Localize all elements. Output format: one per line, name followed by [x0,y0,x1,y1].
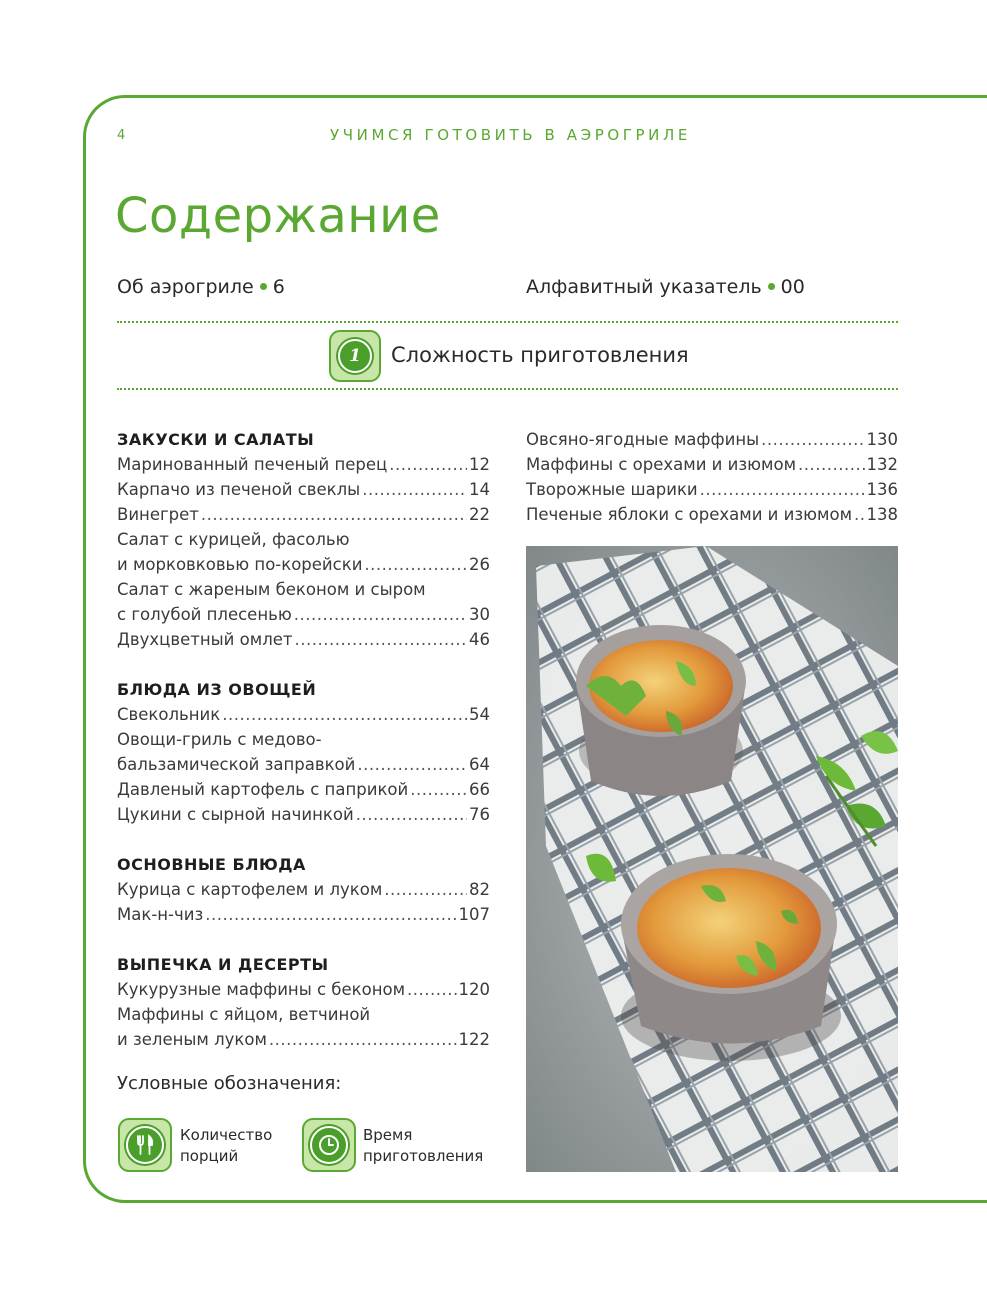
toc-entry-line [117,752,490,777]
servings-legend-label [180,1125,272,1167]
toc-entry-title: и зеленым луком [117,1030,267,1049]
dotted-divider [117,321,898,323]
dot-leader [854,502,864,527]
toc-entry-line [526,502,898,527]
toc-entry-title: Овсяно-ягодные маффины [526,430,760,449]
dotted-divider [117,388,898,390]
difficulty-number: 1 [338,339,372,373]
time-legend-label [363,1125,483,1167]
toc-entry-title: Винегрет [117,505,199,524]
toc-entry-line [117,802,490,827]
toc-entry-line [117,502,490,527]
toc-entry[interactable] [117,1002,490,1052]
toc-entry-page: 12 [469,455,490,474]
toc-entry-page: 14 [469,480,490,499]
toc-entry-page: 30 [469,605,490,624]
toc-entry-page: 107 [458,905,490,924]
food-photo-illustration [526,546,898,1172]
legend-line: порций [180,1147,239,1165]
toc-entry-line [117,452,490,477]
toc-entry-line [117,702,490,727]
toc-entry-page: 136 [866,480,898,499]
toc-entry-line [117,977,490,1002]
toc-entry-title: Маринованный печеный перец [117,455,388,474]
toc-entry-title: Печеные яблоки с орехами и изюмом [526,505,853,524]
link-about-airgrill[interactable] [117,276,285,298]
toc-entry-title: бальзамической заправкой [117,755,356,774]
section-title[interactable]: ОСНОВНЫЕ БЛЮДА [117,855,306,874]
toc-entry-title: Курица с картофелем и луком [117,880,383,899]
fork-knife-icon [126,1126,164,1164]
toc-entry-title: Салат с жареным беконом и сыром [117,580,426,599]
toc-entry[interactable] [117,527,490,577]
toc-section [117,952,490,1052]
bullet-dot [768,283,775,290]
toc-entry[interactable] [117,702,490,727]
legend-title: Условные обозначения: [117,1073,342,1094]
toc-entry-title: Свекольник [117,705,221,724]
toc-entry[interactable] [526,502,898,527]
toc-entry-title: Салат с курицей, фасолью [117,530,350,549]
toc-entry-line [117,577,490,602]
servings-legend-icon [118,1118,172,1172]
toc-entry-line [526,477,898,502]
toc-entry-title: Мак-н-чиз [117,905,204,924]
toc-entry-line [117,877,490,902]
link-page: 6 [272,276,285,298]
dot-leader [222,702,467,727]
toc-right-column [526,427,898,527]
section-title[interactable]: ЗАКУСКИ И САЛАТЫ [117,430,315,449]
legend-line: Количество [180,1126,273,1144]
toc-entry-line [117,477,490,502]
toc-entry-line [526,452,898,477]
time-legend-icon [302,1118,356,1172]
toc-entry-title: Маффины с орехами и изюмом [526,455,797,474]
link-label: Алфавитный указатель [526,276,762,298]
page-title: Содержание [115,188,441,244]
dot-leader [761,427,864,452]
dot-leader [362,477,467,502]
dot-leader [700,477,865,502]
toc-entry-title: Маффины с яйцом, ветчиной [117,1005,371,1024]
toc-entry-title: Цукини с сырной начинкой [117,805,354,824]
toc-entry[interactable] [117,502,490,527]
dot-leader [407,977,456,1002]
toc-entry-title: Творожные шарики [526,480,698,499]
toc-section [117,852,490,927]
toc-entry-line [117,627,490,652]
dot-leader [295,627,468,652]
food-photo [526,546,898,1172]
toc-entry-page: 82 [469,880,490,899]
toc-entry[interactable] [117,452,490,477]
toc-entry-page: 22 [469,505,490,524]
difficulty-icon [329,330,381,382]
toc-entry-page: 138 [866,505,898,524]
toc-entry-title: Двухцветный омлет [117,630,293,649]
dot-leader [201,502,467,527]
legend-line: приготовления [363,1147,484,1165]
legend-line: Время [363,1126,413,1144]
dot-leader [294,602,467,627]
toc-entry-line [117,552,490,577]
dot-leader [357,752,467,777]
toc-entry-line [117,777,490,802]
toc-entry-line [117,602,490,627]
toc-entry[interactable] [117,777,490,802]
section-title[interactable]: БЛЮДА ИЗ ОВОЩЕЙ [117,680,317,699]
toc-entry-page: 54 [469,705,490,724]
toc-entry[interactable] [117,727,490,777]
toc-entry-page: 64 [469,755,490,774]
dot-leader [205,902,456,927]
toc-entry[interactable] [117,802,490,827]
page-number: 4 [117,128,126,143]
link-alphabetical-index[interactable] [526,276,805,298]
toc-entry-page: 46 [469,630,490,649]
toc-entry-page: 130 [866,430,898,449]
section-title[interactable]: ВЫПЕЧКА И ДЕСЕРТЫ [117,955,329,974]
link-page: 00 [780,276,805,298]
toc-entry-title: с голубой плесенью [117,605,292,624]
toc-entry[interactable] [117,877,490,902]
toc-entry[interactable] [117,977,490,1002]
toc-entry-page: 132 [866,455,898,474]
toc-entry-page: 120 [458,980,490,999]
dot-leader [410,777,467,802]
toc-section [117,677,490,827]
toc-entry[interactable] [117,577,490,627]
dot-leader [798,452,864,477]
toc-entry-title: Карпачо из печеной свеклы [117,480,361,499]
toc-entry-title: Овощи-гриль с медово- [117,730,322,749]
toc-entry-line [526,427,898,452]
dot-leader [384,877,467,902]
dot-leader [269,1027,457,1052]
toc-entry[interactable] [117,477,490,502]
toc-entry-title: и морковковью по-корейски [117,555,363,574]
toc-entry[interactable] [526,427,898,452]
dot-leader [356,802,467,827]
toc-entry-title: Кукурузные маффины с беконом [117,980,406,999]
toc-entry-line [117,527,490,552]
toc-entry-page: 66 [469,780,490,799]
toc-entry[interactable] [117,627,490,652]
clock-icon [310,1126,348,1164]
toc-entry-line [117,727,490,752]
dot-leader [389,452,467,477]
toc-section [117,427,490,652]
difficulty-label: Сложность приготовления [391,343,689,367]
toc-entry-page: 122 [458,1030,490,1049]
link-label: Об аэрогриле [117,276,254,298]
dot-leader [364,552,467,577]
toc-entry-page: 76 [469,805,490,824]
running-head: УЧИМСЯ ГОТОВИТЬ В АЭРОГРИЛЕ [330,126,691,144]
toc-left-column [117,427,490,1077]
toc-entry[interactable] [117,902,490,927]
toc-entry-line [117,1002,490,1027]
bullet-dot [260,283,267,290]
toc-entry[interactable] [526,452,898,477]
toc-entry-line [117,1027,490,1052]
toc-entry-line [117,902,490,927]
toc-entry-page: 26 [469,555,490,574]
toc-entry-title: Давленый картофель с паприкой [117,780,409,799]
toc-entry[interactable] [526,477,898,502]
